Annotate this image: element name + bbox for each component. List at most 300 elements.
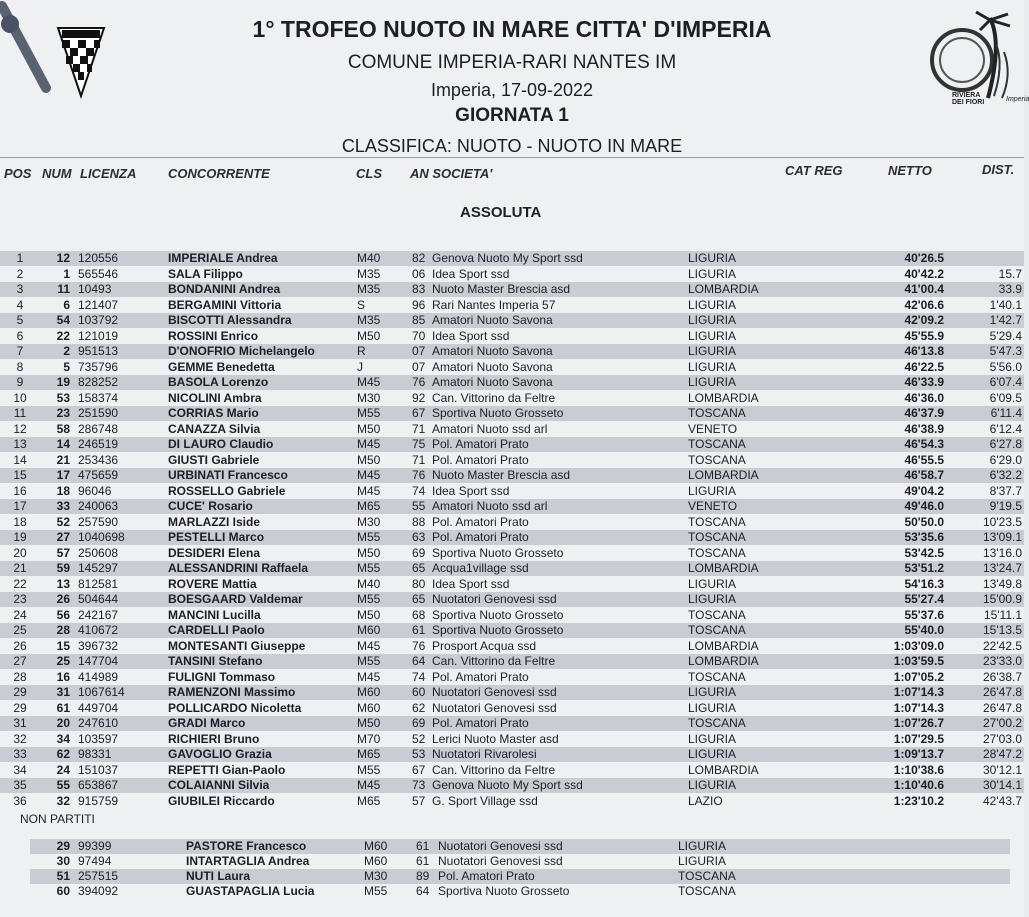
row-num: 11 (57, 282, 70, 296)
non-partiti-row (30, 869, 1010, 884)
row-dist: 13'16.0 (983, 545, 1022, 560)
row-licenza: 735796 (78, 359, 119, 374)
row-an: 80 (412, 576, 426, 591)
row-an: 75 (412, 437, 426, 451)
row-netto: 46'36.0 (904, 390, 944, 405)
row-societa: Idea Sport ssd (432, 328, 510, 343)
row-netto: 54'16.3 (904, 576, 944, 591)
row-cls: M50 (357, 607, 381, 622)
result-row (0, 747, 1024, 762)
row-dist: 5'29.4 (989, 328, 1022, 343)
row-societa: Prosport Acqua ssd (432, 638, 537, 653)
row-pos: 9 (16, 375, 24, 389)
row-pos: 7 (16, 344, 24, 358)
row-an: 07 (412, 344, 426, 358)
row-licenza: 103597 (78, 731, 119, 746)
row-an: 64 (416, 884, 430, 898)
row-cls: S (357, 297, 366, 312)
row-dist: 33.9 (998, 282, 1022, 296)
row-cls: M35 (357, 266, 381, 281)
row-region: LOMBARDIA (688, 654, 759, 668)
row-region: TOSCANA (688, 452, 746, 467)
row-licenza: 99399 (78, 839, 112, 853)
row-region: LIGURIA (688, 375, 737, 389)
row-netto: 1:07'14.3 (893, 700, 944, 715)
row-num: 29 (56, 839, 70, 853)
section-assoluta: ASSOLUTA (460, 204, 542, 221)
row-netto: 49'46.0 (904, 499, 944, 513)
row-num: 12 (56, 251, 70, 265)
row-name: RAMENZONI Massimo (168, 685, 296, 699)
row-pos: 36 (13, 793, 27, 808)
row-societa: Sportiva Nuoto Grosseto (432, 406, 564, 420)
row-licenza: 565546 (78, 266, 119, 281)
row-netto: 1:03'59.5 (893, 654, 944, 668)
result-row (0, 577, 1024, 592)
row-cls: M50 (357, 328, 381, 343)
row-netto: 1:07'26.7 (893, 716, 944, 730)
row-dist: 26'47.8 (983, 700, 1022, 715)
row-region: LIGURIA (678, 839, 727, 853)
row-region: LIGURIA (688, 328, 737, 343)
row-name: NICOLINI Ambra (168, 390, 262, 405)
result-row (0, 484, 1024, 499)
row-netto: 45'55.9 (904, 328, 944, 343)
result-row (0, 360, 1024, 375)
row-dist: 6'12.4 (989, 421, 1022, 436)
row-licenza: 242167 (78, 607, 119, 622)
row-num: 23 (56, 406, 70, 420)
row-pos: 16 (13, 483, 27, 498)
row-name: GAVOGLIO Grazia (168, 747, 272, 761)
result-row (0, 437, 1024, 452)
row-pos: 3 (16, 282, 24, 296)
row-region: TOSCANA (678, 884, 736, 898)
row-name: IMPERIALE Andrea (168, 251, 278, 265)
row-pos: 11 (13, 406, 27, 420)
row-region: TOSCANA (688, 669, 746, 684)
row-netto: 46'38.9 (904, 421, 944, 436)
row-name: BOESGAARD Valdemar (168, 592, 303, 606)
row-dist: 6'09.5 (989, 390, 1022, 405)
row-societa: Amatori Nuoto Savona (432, 375, 553, 389)
row-cls: M55 (357, 762, 381, 777)
row-dist: 13'24.7 (983, 561, 1022, 575)
row-region: TOSCANA (688, 530, 746, 544)
row-netto: 46'22.5 (904, 359, 944, 374)
row-cls: M45 (357, 483, 381, 498)
result-row (0, 515, 1024, 530)
row-region: LIGURIA (688, 344, 737, 358)
row-dist: 1'40.1 (989, 297, 1022, 312)
row-an: 89 (416, 869, 430, 883)
row-societa: Nuotatori Rivarolesi (432, 747, 537, 761)
row-num: 51 (56, 869, 70, 883)
row-an: 76 (412, 468, 426, 482)
event-title: 1° TROFEO NUOTO IN MARE CITTA' D'IMPERIA (252, 16, 772, 42)
row-name: URBINATI Francesco (168, 468, 288, 482)
row-dist: 13'49.8 (983, 576, 1022, 591)
row-name: TANSINI Stefano (168, 654, 263, 668)
row-cls: M65 (357, 747, 381, 761)
row-licenza: 121019 (78, 328, 119, 343)
row-an: 96 (412, 297, 426, 312)
row-societa: Nuotatori Genovesi ssd (438, 839, 563, 853)
row-licenza: 257590 (78, 514, 119, 529)
row-an: 82 (412, 251, 426, 265)
result-row (0, 623, 1024, 638)
row-num: 34 (56, 731, 70, 746)
row-an: 63 (412, 530, 426, 544)
row-cls: M30 (357, 390, 381, 405)
row-region: LIGURIA (688, 592, 737, 606)
row-an: 71 (412, 452, 426, 467)
row-cls: M50 (357, 421, 381, 436)
row-name: PASTORE Francesco (186, 839, 307, 853)
row-cls: M45 (357, 638, 381, 653)
row-dist: 10'23.5 (983, 514, 1022, 529)
row-netto: 1:07'05.2 (893, 669, 944, 684)
row-dist: 15'00.9 (983, 592, 1022, 606)
row-num: 56 (56, 607, 70, 622)
row-dist: 9'19.5 (989, 499, 1022, 513)
row-pos: 34 (13, 762, 27, 777)
row-region: VENETO (688, 421, 738, 436)
event-day: GIORNATA 1 (455, 105, 569, 126)
row-num: 30 (56, 854, 70, 868)
row-societa: Pol. Amatori Prato (438, 869, 535, 883)
row-name: MANCINI Lucilla (168, 607, 261, 622)
row-region: LOMBARDIA (688, 282, 759, 296)
result-row (0, 298, 1024, 313)
row-an: 65 (412, 561, 426, 575)
col-an-societa: AN SOCIETA' (410, 166, 493, 181)
row-cls: M35 (357, 313, 381, 327)
row-an: 71 (412, 421, 426, 436)
row-societa: Nuotatori Genovesi ssd (432, 700, 557, 715)
result-row (0, 763, 1024, 778)
row-licenza: 151037 (78, 762, 119, 777)
row-pos: 2 (16, 266, 24, 281)
row-an: 52 (412, 731, 426, 746)
row-societa: Idea Sport ssd (432, 266, 510, 281)
row-region: LOMBARDIA (688, 638, 759, 653)
row-dist: 27'00.2 (983, 716, 1022, 730)
row-societa: G. Sport Village ssd (432, 793, 538, 808)
row-societa: Can. Vittorino da Feltre (432, 654, 556, 668)
row-region: LIGURIA (688, 359, 737, 374)
row-netto: 41'00.4 (904, 282, 944, 296)
row-cls: M55 (357, 406, 381, 420)
row-name: SALA Filippo (168, 266, 243, 281)
row-netto: 46'13.8 (904, 344, 944, 358)
row-licenza: 10493 (78, 282, 112, 296)
row-netto: 42'06.6 (904, 297, 944, 312)
row-netto: 46'54.3 (904, 437, 944, 451)
row-name: CANAZZA Silvia (168, 421, 261, 436)
row-pos: 32 (13, 731, 27, 746)
result-row (0, 794, 1024, 809)
event-place-date: Imperia, 17-09-2022 (430, 80, 594, 100)
row-num: 1 (63, 266, 70, 281)
result-row (0, 654, 1024, 669)
row-licenza: 812581 (78, 576, 119, 591)
row-dist: 22'42.5 (983, 638, 1022, 653)
col-licenza: LICENZA (80, 166, 137, 181)
row-societa: Sportiva Nuoto Grosseto (432, 607, 564, 622)
row-pos: 10 (13, 390, 27, 405)
row-societa: Acqua1village ssd (432, 561, 529, 575)
row-netto: 42'09.2 (904, 313, 944, 327)
row-pos: 33 (13, 747, 27, 761)
row-dist: 1'42.7 (989, 313, 1022, 327)
row-region: TOSCANA (688, 545, 746, 560)
row-name: FULIGNI Tommaso (168, 669, 276, 684)
row-dist: 26'38.7 (983, 669, 1022, 684)
row-num: 5 (63, 359, 70, 374)
row-netto: 40'42.2 (904, 266, 944, 281)
row-cls: M60 (364, 839, 388, 853)
row-netto: 46'33.9 (904, 375, 944, 389)
row-region: LAZIO (688, 793, 723, 808)
row-num: 6 (63, 297, 70, 312)
row-an: 65 (412, 592, 426, 606)
row-name: DI LAURO Claudio (168, 437, 274, 451)
result-row (0, 344, 1024, 359)
row-num: 14 (56, 437, 70, 451)
row-netto: 49'04.2 (904, 483, 944, 498)
row-licenza: 250608 (78, 545, 119, 560)
row-dist: 15'11.1 (983, 607, 1022, 622)
row-licenza: 504644 (78, 592, 119, 606)
result-row (0, 530, 1024, 545)
row-societa: Pol. Amatori Prato (432, 452, 529, 467)
event-organizer: COMUNE IMPERIA-RARI NANTES IM (347, 52, 677, 73)
row-name: BONDANINI Andrea (168, 282, 281, 296)
result-row (0, 282, 1024, 297)
row-num: 59 (56, 561, 70, 575)
row-licenza: 121407 (78, 297, 119, 312)
row-an: 76 (412, 638, 426, 653)
col-netto: NETTO (888, 163, 932, 178)
row-cls: M55 (364, 884, 388, 898)
row-num: 58 (56, 421, 70, 436)
non-partiti-row (30, 839, 1010, 854)
row-name: GIUSTI Gabriele (168, 452, 260, 467)
row-pos: 12 (13, 421, 27, 436)
row-cls: M45 (357, 375, 381, 389)
row-an: 60 (412, 685, 426, 699)
col-dist: DIST. (982, 162, 1015, 177)
result-row (0, 468, 1024, 483)
row-name: ROSSELLO Gabriele (168, 483, 286, 498)
row-an: 69 (412, 716, 426, 730)
row-an: 70 (412, 328, 426, 343)
row-name: CUCE' Rosario (168, 499, 253, 513)
row-licenza: 158374 (78, 390, 119, 405)
result-row (0, 561, 1024, 576)
row-cls: M45 (357, 437, 381, 451)
row-licenza: 828252 (78, 375, 119, 389)
row-cls: M60 (357, 685, 381, 699)
result-row (0, 251, 1024, 266)
row-licenza: 286748 (78, 421, 119, 436)
row-cls: M45 (357, 468, 381, 482)
row-pos: 1 (16, 251, 24, 265)
row-licenza: 1067614 (78, 685, 125, 699)
row-num: 32 (56, 793, 70, 808)
row-societa: Nuotatori Genovesi ssd (438, 854, 563, 868)
row-licenza: 120556 (78, 251, 119, 265)
row-licenza: 915759 (78, 793, 119, 808)
riviera-small-text: Imperia (1006, 96, 1029, 103)
row-netto: 1:03'09.0 (893, 638, 944, 653)
result-row (0, 406, 1024, 421)
row-name: ROVERE Mattia (168, 576, 257, 591)
non-partiti-row (30, 884, 1010, 899)
row-region: LOMBARDIA (688, 561, 759, 575)
row-societa: Nuoto Master Brescia asd (432, 282, 571, 296)
row-licenza: 103792 (78, 313, 119, 327)
result-row (0, 499, 1024, 514)
row-licenza: 246519 (78, 437, 119, 451)
row-region: TOSCANA (688, 514, 746, 529)
row-societa: Amatori Nuoto Savona (432, 344, 553, 358)
result-row (0, 546, 1024, 561)
row-dist: 26'47.8 (983, 685, 1022, 699)
row-licenza: 147704 (78, 654, 119, 668)
row-pos: 18 (13, 514, 27, 529)
row-name: REPETTI Gian-Paolo (168, 762, 286, 777)
row-cls: M45 (357, 778, 381, 792)
row-netto: 55'27.4 (904, 592, 944, 606)
row-num: 18 (56, 483, 70, 498)
row-num: 25 (56, 654, 70, 668)
row-netto: 46'55.5 (904, 452, 944, 467)
row-licenza: 1040698 (78, 530, 125, 544)
row-pos: 14 (13, 452, 27, 467)
row-num: 24 (56, 762, 70, 777)
row-num: 13 (56, 576, 70, 591)
row-licenza: 414989 (78, 669, 119, 684)
row-num: 2 (63, 344, 70, 358)
row-region: TOSCANA (688, 607, 746, 622)
row-an: 55 (412, 499, 426, 513)
row-cls: M50 (357, 545, 381, 560)
row-dist: 8'37.7 (989, 483, 1022, 498)
row-pos: 6 (16, 328, 24, 343)
row-name: GEMME Benedetta (168, 359, 275, 374)
row-num: 55 (56, 778, 70, 792)
row-licenza: 253436 (78, 452, 119, 467)
row-pos: 24 (13, 607, 27, 622)
row-societa: Can. Vittorino da Feltre (432, 762, 556, 777)
row-netto: 53'35.6 (904, 530, 944, 544)
row-netto: 40'26.5 (904, 251, 944, 265)
result-row (0, 267, 1024, 282)
row-cls: M35 (357, 282, 381, 296)
row-cls: R (357, 344, 366, 358)
col-concorrente: CONCORRENTE (168, 166, 270, 181)
row-name: NUTI Laura (186, 869, 251, 883)
result-row (0, 391, 1024, 406)
row-cls: M65 (357, 499, 381, 513)
row-region: LOMBARDIA (688, 390, 759, 405)
row-num: 52 (56, 514, 70, 529)
row-an: 64 (412, 654, 426, 668)
row-name: BERGAMINI Vittoria (168, 297, 282, 312)
row-region: LIGURIA (678, 854, 727, 868)
row-netto: 1:09'13.7 (893, 747, 944, 761)
row-an: 73 (412, 778, 426, 792)
row-an: 07 (412, 359, 426, 374)
row-pos: 15 (13, 468, 27, 482)
row-region: LIGURIA (688, 297, 737, 312)
row-pos: 22 (13, 576, 27, 591)
row-netto: 55'37.6 (904, 607, 944, 622)
row-num: 33 (56, 499, 70, 513)
row-an: 76 (412, 375, 426, 389)
row-name: PESTELLI Marco (168, 530, 265, 544)
row-dist: 13'09.1 (983, 530, 1022, 544)
row-dist: 6'11.4 (990, 406, 1022, 420)
row-cls: M55 (357, 592, 381, 606)
row-pos: 25 (13, 623, 27, 637)
row-dist: 6'32.2 (989, 468, 1022, 482)
row-region: LIGURIA (688, 313, 737, 327)
row-an: 69 (412, 545, 426, 560)
row-societa: Pol. Amatori Prato (432, 669, 529, 684)
row-an: 61 (416, 854, 430, 868)
row-name: CORRIAS Mario (168, 406, 259, 420)
row-num: 28 (56, 623, 70, 637)
row-dist: 5'56.0 (989, 359, 1022, 374)
row-cls: M70 (357, 731, 381, 746)
row-cls: M60 (357, 623, 381, 637)
row-netto: 1:07'29.5 (893, 731, 944, 746)
row-num: 31 (56, 685, 70, 699)
col-cat-reg: CAT REG (785, 163, 843, 178)
row-an: 62 (412, 700, 426, 715)
row-an: 83 (412, 282, 426, 296)
row-name: CARDELLI Paolo (168, 623, 265, 637)
row-dist: 6'27.8 (989, 437, 1022, 451)
result-row (0, 313, 1024, 328)
row-societa: Pol. Amatori Prato (432, 716, 529, 730)
row-num: 22 (56, 328, 70, 343)
row-name: D'ONOFRIO Michelangelo (168, 344, 315, 358)
row-societa: Lerici Nuoto Master asd (432, 731, 559, 746)
result-row (0, 716, 1024, 731)
row-dist: 42'43.7 (983, 793, 1022, 808)
row-num: 26 (56, 592, 70, 606)
result-row (0, 592, 1024, 607)
row-societa: Nuoto Master Brescia asd (432, 468, 571, 482)
row-region: LIGURIA (688, 483, 737, 498)
row-cls: M30 (364, 869, 388, 883)
row-num: 61 (56, 700, 70, 715)
row-region: TOSCANA (688, 623, 746, 637)
row-societa: Sportiva Nuoto Grosseto (432, 623, 564, 637)
row-pos: 29 (13, 685, 27, 699)
row-dist: 27'03.0 (983, 731, 1022, 746)
row-dist: 15.7 (998, 266, 1022, 281)
col-cls: CLS (356, 166, 382, 181)
row-an: 67 (412, 762, 426, 777)
row-num: 19 (56, 375, 70, 389)
result-row (0, 422, 1024, 437)
row-name: GIUBILEI Riccardo (168, 793, 275, 808)
